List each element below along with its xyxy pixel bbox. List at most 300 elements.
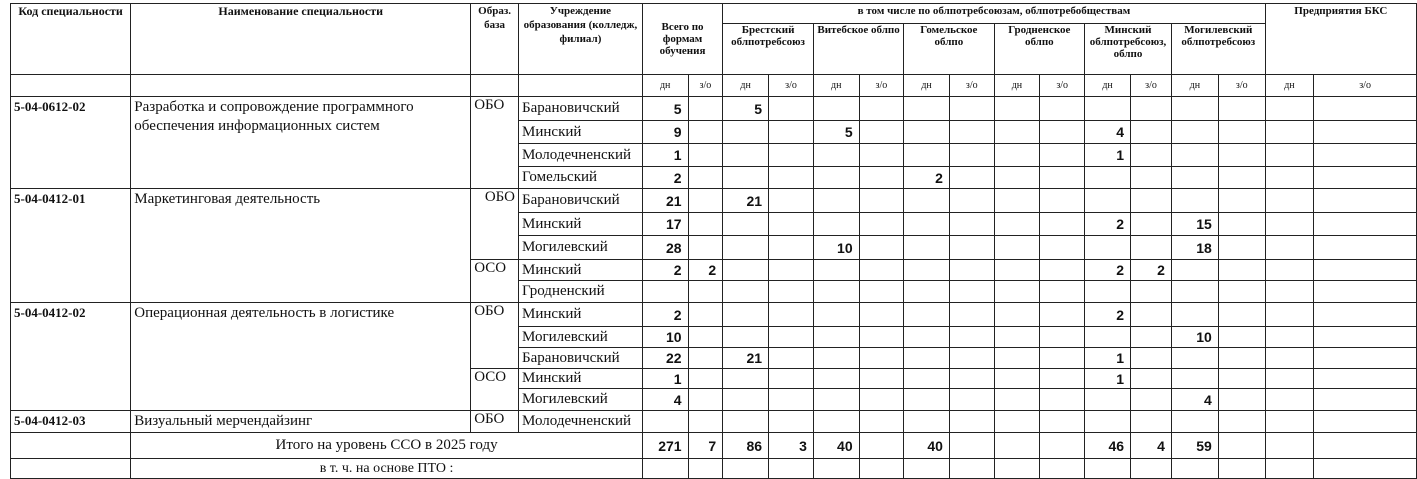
dn-label: дн bbox=[723, 75, 769, 97]
total-zo-cell: 7 bbox=[688, 433, 723, 459]
mogilev-dn-cell bbox=[1171, 189, 1218, 213]
gomel-dn-cell bbox=[904, 389, 950, 411]
grodno-dn-cell bbox=[994, 327, 1040, 348]
total-dn-cell: 271 bbox=[642, 433, 688, 459]
brest-zo-cell bbox=[769, 348, 814, 369]
zo-label: з/о bbox=[1218, 75, 1265, 97]
minsk-zo-cell bbox=[1131, 281, 1172, 303]
bks-dn-cell bbox=[1265, 327, 1314, 348]
header-mogilev: Могилевский облпотребсоюз bbox=[1171, 24, 1265, 75]
total-dn-cell: 5 bbox=[642, 97, 688, 121]
specialty-name: Маркетинговая деятельность bbox=[131, 189, 471, 303]
minsk-zo-cell bbox=[1131, 144, 1172, 167]
gomel-dn-cell bbox=[904, 213, 950, 236]
vitebsk-zo-cell bbox=[859, 144, 904, 167]
mogilev-zo-cell bbox=[1218, 327, 1265, 348]
total-zo-cell bbox=[688, 281, 723, 303]
grodno-dn-cell bbox=[994, 303, 1040, 327]
vitebsk-dn-cell bbox=[813, 213, 859, 236]
institution-cell: Гомельский bbox=[519, 167, 643, 189]
vitebsk-dn-cell bbox=[813, 459, 859, 479]
brest-dn-cell bbox=[723, 459, 769, 479]
mogilev-zo-cell bbox=[1218, 303, 1265, 327]
minsk-dn-cell bbox=[1085, 97, 1131, 121]
header-minsk: Минский облпотребсоюз, облпо bbox=[1085, 24, 1172, 75]
header-name: Наименование специальности bbox=[131, 4, 471, 75]
gomel-dn-cell bbox=[904, 236, 950, 260]
total-zo-cell bbox=[688, 97, 723, 121]
minsk-dn-cell bbox=[1085, 327, 1131, 348]
grodno-zo-cell bbox=[1040, 189, 1085, 213]
bks-dn-cell bbox=[1265, 303, 1314, 327]
brest-zo-cell bbox=[769, 260, 814, 281]
specialty-code: 5-04-0612-02 bbox=[11, 97, 131, 189]
bks-zo-cell bbox=[1314, 348, 1417, 369]
total-zo-cell: 2 bbox=[688, 260, 723, 281]
header-bks: Предприятия БКС bbox=[1265, 4, 1416, 75]
total-dn-cell: 2 bbox=[642, 167, 688, 189]
subtotal-row bbox=[11, 459, 1417, 479]
total-zo-cell bbox=[688, 369, 723, 389]
bks-dn-cell bbox=[1265, 189, 1314, 213]
grodno-zo-cell bbox=[1040, 281, 1085, 303]
brest-dn-cell bbox=[723, 369, 769, 389]
bks-dn-cell bbox=[1265, 369, 1314, 389]
grodno-zo-cell bbox=[1040, 303, 1085, 327]
header-grodno: Гродненское облпо bbox=[994, 24, 1084, 75]
vitebsk-dn-cell: 10 bbox=[813, 236, 859, 260]
vitebsk-dn-cell bbox=[813, 144, 859, 167]
mogilev-zo-cell bbox=[1218, 213, 1265, 236]
grodno-dn-cell bbox=[994, 236, 1040, 260]
bks-zo-cell bbox=[1314, 411, 1417, 433]
zo-label: з/о bbox=[949, 75, 994, 97]
total-zo-cell bbox=[688, 411, 723, 433]
minsk-dn-cell: 1 bbox=[1085, 144, 1131, 167]
grodno-zo-cell bbox=[1040, 348, 1085, 369]
total-dn-cell: 17 bbox=[642, 213, 688, 236]
brest-dn-cell: 21 bbox=[723, 348, 769, 369]
zo-label: з/о bbox=[1314, 75, 1417, 97]
minsk-zo-cell bbox=[1131, 411, 1172, 433]
vitebsk-zo-cell bbox=[859, 167, 904, 189]
institution-cell: Могилевский bbox=[519, 236, 643, 260]
zo-label: з/о bbox=[688, 75, 723, 97]
brest-zo-cell bbox=[769, 167, 814, 189]
gomel-zo-cell bbox=[949, 213, 994, 236]
total-zo-cell bbox=[688, 167, 723, 189]
minsk-dn-cell bbox=[1085, 389, 1131, 411]
brest-zo-cell bbox=[769, 189, 814, 213]
total-dn-cell bbox=[642, 281, 688, 303]
grodno-zo-cell bbox=[1040, 459, 1085, 479]
specialty-plan-table bbox=[10, 3, 1417, 479]
gomel-dn-cell bbox=[904, 189, 950, 213]
minsk-dn-cell: 1 bbox=[1085, 369, 1131, 389]
bks-dn-cell bbox=[1265, 167, 1314, 189]
edu-base: ОБО bbox=[471, 97, 519, 189]
vitebsk-dn-cell bbox=[813, 281, 859, 303]
bks-zo-cell bbox=[1314, 213, 1417, 236]
bks-dn-cell bbox=[1265, 281, 1314, 303]
brest-zo-cell bbox=[769, 389, 814, 411]
zo-label: з/о bbox=[1131, 75, 1172, 97]
institution-cell: Могилевский bbox=[519, 389, 643, 411]
mogilev-zo-cell bbox=[1218, 281, 1265, 303]
brest-dn-cell bbox=[723, 281, 769, 303]
zo-label: з/о bbox=[1040, 75, 1085, 97]
grodno-dn-cell bbox=[994, 433, 1040, 459]
grodno-zo-cell bbox=[1040, 433, 1085, 459]
mogilev-dn-cell bbox=[1171, 459, 1218, 479]
total-zo-cell bbox=[688, 327, 723, 348]
header-code: Код специальности bbox=[11, 4, 131, 75]
gomel-zo-cell bbox=[949, 281, 994, 303]
mogilev-zo-cell bbox=[1218, 97, 1265, 121]
edu-base: ОСО bbox=[471, 260, 519, 303]
gomel-zo-cell bbox=[949, 189, 994, 213]
grodno-zo-cell bbox=[1040, 236, 1085, 260]
minsk-zo-cell bbox=[1131, 97, 1172, 121]
grodno-zo-cell bbox=[1040, 260, 1085, 281]
institution-cell: Минский bbox=[519, 369, 643, 389]
brest-dn-cell bbox=[723, 167, 769, 189]
gomel-zo-cell bbox=[949, 411, 994, 433]
minsk-dn-cell: 2 bbox=[1085, 260, 1131, 281]
zo-label: з/о bbox=[859, 75, 904, 97]
vitebsk-zo-cell bbox=[859, 281, 904, 303]
bks-dn-cell bbox=[1265, 433, 1314, 459]
grodno-zo-cell bbox=[1040, 97, 1085, 121]
vitebsk-zo-cell bbox=[859, 97, 904, 121]
total-zo-cell bbox=[688, 121, 723, 144]
dn-label: дн bbox=[642, 75, 688, 97]
minsk-zo-cell bbox=[1131, 189, 1172, 213]
header-including: в том числе по облпотребсоюзам, облпотребобществам bbox=[723, 4, 1265, 24]
institution-cell: Барановичский bbox=[519, 97, 643, 121]
total-dn-cell: 1 bbox=[642, 144, 688, 167]
brest-dn-cell bbox=[723, 121, 769, 144]
gomel-zo-cell bbox=[949, 144, 994, 167]
bks-zo-cell bbox=[1314, 433, 1417, 459]
bks-dn-cell bbox=[1265, 97, 1314, 121]
gomel-zo-cell bbox=[949, 303, 994, 327]
gomel-dn-cell: 2 bbox=[904, 167, 950, 189]
bks-zo-cell bbox=[1314, 389, 1417, 411]
institution-cell: Барановичский bbox=[519, 348, 643, 369]
minsk-dn-cell: 1 bbox=[1085, 348, 1131, 369]
mogilev-dn-cell bbox=[1171, 348, 1218, 369]
mogilev-dn-cell bbox=[1171, 121, 1218, 144]
mogilev-dn-cell: 18 bbox=[1171, 236, 1218, 260]
total-dn-cell: 2 bbox=[642, 303, 688, 327]
minsk-dn-cell: 46 bbox=[1085, 433, 1131, 459]
grodno-dn-cell bbox=[994, 167, 1040, 189]
vitebsk-zo-cell bbox=[859, 411, 904, 433]
brest-zo-cell bbox=[769, 411, 814, 433]
total-dn-cell: 9 bbox=[642, 121, 688, 144]
bks-dn-cell bbox=[1265, 213, 1314, 236]
minsk-zo-cell bbox=[1131, 303, 1172, 327]
mogilev-zo-cell bbox=[1218, 167, 1265, 189]
mogilev-dn-cell bbox=[1171, 97, 1218, 121]
brest-dn-cell bbox=[723, 213, 769, 236]
grodno-zo-cell bbox=[1040, 144, 1085, 167]
grodno-dn-cell bbox=[994, 389, 1040, 411]
bks-zo-cell bbox=[1314, 327, 1417, 348]
total-label: Итого на уровень ССО в 2025 году bbox=[131, 433, 643, 459]
institution-cell: Минский bbox=[519, 213, 643, 236]
total-dn-cell: 4 bbox=[642, 389, 688, 411]
gomel-dn-cell bbox=[904, 144, 950, 167]
grodno-dn-cell bbox=[994, 281, 1040, 303]
bks-zo-cell bbox=[1314, 303, 1417, 327]
mogilev-dn-cell bbox=[1171, 167, 1218, 189]
mogilev-dn-cell bbox=[1171, 281, 1218, 303]
grodno-zo-cell bbox=[1040, 213, 1085, 236]
minsk-dn-cell bbox=[1085, 189, 1131, 213]
gomel-dn-cell bbox=[904, 303, 950, 327]
zo-label: з/о bbox=[769, 75, 814, 97]
brest-zo-cell bbox=[769, 459, 814, 479]
bks-zo-cell bbox=[1314, 189, 1417, 213]
bks-zo-cell bbox=[1314, 369, 1417, 389]
gomel-zo-cell bbox=[949, 167, 994, 189]
minsk-dn-cell bbox=[1085, 236, 1131, 260]
bks-dn-cell bbox=[1265, 411, 1314, 433]
brest-zo-cell bbox=[769, 303, 814, 327]
vitebsk-zo-cell bbox=[859, 389, 904, 411]
mogilev-zo-cell bbox=[1218, 348, 1265, 369]
vitebsk-zo-cell bbox=[859, 121, 904, 144]
minsk-dn-cell: 4 bbox=[1085, 121, 1131, 144]
total-dn-cell: 21 bbox=[642, 189, 688, 213]
total-zo-cell bbox=[688, 389, 723, 411]
mogilev-dn-cell: 59 bbox=[1171, 433, 1218, 459]
mogilev-zo-cell bbox=[1218, 369, 1265, 389]
brest-zo-cell bbox=[769, 121, 814, 144]
mogilev-dn-cell bbox=[1171, 260, 1218, 281]
dn-label: дн bbox=[1085, 75, 1131, 97]
brest-zo-cell bbox=[769, 281, 814, 303]
brest-dn-cell bbox=[723, 260, 769, 281]
minsk-zo-cell bbox=[1131, 327, 1172, 348]
mogilev-dn-cell: 10 bbox=[1171, 327, 1218, 348]
gomel-zo-cell bbox=[949, 97, 994, 121]
mogilev-dn-cell: 4 bbox=[1171, 389, 1218, 411]
brest-dn-cell bbox=[723, 236, 769, 260]
brest-zo-cell: 3 bbox=[769, 433, 814, 459]
table-row bbox=[11, 97, 1417, 121]
dn-label: дн bbox=[1171, 75, 1218, 97]
gomel-dn-cell bbox=[904, 97, 950, 121]
bks-zo-cell bbox=[1314, 459, 1417, 479]
brest-dn-cell bbox=[723, 144, 769, 167]
minsk-zo-cell bbox=[1131, 369, 1172, 389]
grodno-zo-cell bbox=[1040, 167, 1085, 189]
grodno-dn-cell bbox=[994, 97, 1040, 121]
bks-dn-cell bbox=[1265, 348, 1314, 369]
gomel-zo-cell bbox=[949, 348, 994, 369]
gomel-dn-cell bbox=[904, 281, 950, 303]
gomel-dn-cell bbox=[904, 260, 950, 281]
minsk-zo-cell: 2 bbox=[1131, 260, 1172, 281]
header-vitebsk: Витебское облпо bbox=[813, 24, 903, 75]
gomel-dn-cell bbox=[904, 369, 950, 389]
table-row bbox=[11, 411, 1417, 433]
gomel-zo-cell bbox=[949, 327, 994, 348]
vitebsk-dn-cell: 40 bbox=[813, 433, 859, 459]
gomel-zo-cell bbox=[949, 433, 994, 459]
institution-cell: Гродненский bbox=[519, 281, 643, 303]
minsk-dn-cell bbox=[1085, 411, 1131, 433]
brest-zo-cell bbox=[769, 236, 814, 260]
minsk-zo-cell bbox=[1131, 121, 1172, 144]
minsk-zo-cell bbox=[1131, 213, 1172, 236]
grodno-dn-cell bbox=[994, 144, 1040, 167]
bks-zo-cell bbox=[1314, 167, 1417, 189]
mogilev-dn-cell bbox=[1171, 369, 1218, 389]
vitebsk-zo-cell bbox=[859, 348, 904, 369]
minsk-dn-cell bbox=[1085, 459, 1131, 479]
vitebsk-zo-cell bbox=[859, 260, 904, 281]
bks-zo-cell bbox=[1314, 281, 1417, 303]
total-dn-cell: 1 bbox=[642, 369, 688, 389]
vitebsk-zo-cell bbox=[859, 459, 904, 479]
minsk-zo-cell bbox=[1131, 236, 1172, 260]
brest-zo-cell bbox=[769, 97, 814, 121]
vitebsk-dn-cell bbox=[813, 327, 859, 348]
table-body bbox=[11, 97, 1417, 479]
grodno-zo-cell bbox=[1040, 411, 1085, 433]
subtotal-label: в т. ч. на основе ПТО : bbox=[131, 459, 643, 479]
vitebsk-zo-cell bbox=[859, 433, 904, 459]
mogilev-zo-cell bbox=[1218, 144, 1265, 167]
bks-dn-cell bbox=[1265, 260, 1314, 281]
mogilev-dn-cell bbox=[1171, 303, 1218, 327]
minsk-zo-cell bbox=[1131, 167, 1172, 189]
gomel-dn-cell bbox=[904, 121, 950, 144]
brest-dn-cell bbox=[723, 389, 769, 411]
vitebsk-dn-cell: 5 bbox=[813, 121, 859, 144]
brest-zo-cell bbox=[769, 327, 814, 348]
brest-dn-cell bbox=[723, 327, 769, 348]
mogilev-zo-cell bbox=[1218, 433, 1265, 459]
total-zo-cell bbox=[688, 144, 723, 167]
vitebsk-dn-cell bbox=[813, 389, 859, 411]
grodno-zo-cell bbox=[1040, 369, 1085, 389]
header-brest: Брестский облпотребсоюз bbox=[723, 24, 814, 75]
grodno-dn-cell bbox=[994, 411, 1040, 433]
edu-base: ОБО bbox=[471, 189, 519, 260]
header-total-forms: Всего по формам обучения bbox=[642, 4, 722, 75]
gomel-zo-cell bbox=[949, 369, 994, 389]
brest-zo-cell bbox=[769, 213, 814, 236]
specialty-name: Визуальный мерчендайзинг bbox=[131, 411, 471, 433]
header-base: Образ. база bbox=[471, 4, 519, 75]
mogilev-zo-cell bbox=[1218, 121, 1265, 144]
brest-dn-cell bbox=[723, 411, 769, 433]
grodno-zo-cell bbox=[1040, 327, 1085, 348]
gomel-zo-cell bbox=[949, 121, 994, 144]
grodno-dn-cell bbox=[994, 369, 1040, 389]
bks-dn-cell bbox=[1265, 144, 1314, 167]
vitebsk-zo-cell bbox=[859, 213, 904, 236]
edu-base: ОБО bbox=[471, 411, 519, 433]
total-zo-cell bbox=[688, 348, 723, 369]
minsk-zo-cell: 4 bbox=[1131, 433, 1172, 459]
minsk-zo-cell bbox=[1131, 389, 1172, 411]
total-dn-cell: 22 bbox=[642, 348, 688, 369]
specialty-name: Разработка и сопровождение программного обеспечения информационных систем bbox=[131, 97, 471, 189]
institution-cell: Барановичский bbox=[519, 189, 643, 213]
minsk-zo-cell bbox=[1131, 459, 1172, 479]
dn-label: дн bbox=[813, 75, 859, 97]
minsk-dn-cell bbox=[1085, 281, 1131, 303]
institution-cell: Минский bbox=[519, 121, 643, 144]
institution-cell: Минский bbox=[519, 260, 643, 281]
vitebsk-dn-cell bbox=[813, 303, 859, 327]
minsk-dn-cell bbox=[1085, 167, 1131, 189]
specialty-code: 5-04-0412-01 bbox=[11, 189, 131, 303]
vitebsk-zo-cell bbox=[859, 369, 904, 389]
grodno-dn-cell bbox=[994, 260, 1040, 281]
total-zo-cell bbox=[688, 459, 723, 479]
vitebsk-zo-cell bbox=[859, 189, 904, 213]
vitebsk-zo-cell bbox=[859, 303, 904, 327]
gomel-dn-cell bbox=[904, 411, 950, 433]
grodno-zo-cell bbox=[1040, 389, 1085, 411]
gomel-dn-cell: 40 bbox=[904, 433, 950, 459]
gomel-dn-cell bbox=[904, 327, 950, 348]
gomel-zo-cell bbox=[949, 389, 994, 411]
grodno-zo-cell bbox=[1040, 121, 1085, 144]
dn-label: дн bbox=[1265, 75, 1314, 97]
mogilev-zo-cell bbox=[1218, 411, 1265, 433]
specialty-code: 5-04-0412-03 bbox=[11, 411, 131, 433]
table-row bbox=[11, 303, 1417, 327]
total-zo-cell bbox=[688, 236, 723, 260]
bks-zo-cell bbox=[1314, 260, 1417, 281]
mogilev-dn-cell bbox=[1171, 144, 1218, 167]
vitebsk-dn-cell bbox=[813, 411, 859, 433]
brest-dn-cell bbox=[723, 303, 769, 327]
dn-label: дн bbox=[904, 75, 950, 97]
vitebsk-dn-cell bbox=[813, 369, 859, 389]
total-dn-cell bbox=[642, 411, 688, 433]
vitebsk-zo-cell bbox=[859, 236, 904, 260]
mogilev-zo-cell bbox=[1218, 459, 1265, 479]
gomel-zo-cell bbox=[949, 260, 994, 281]
institution-cell: Молодечненский bbox=[519, 144, 643, 167]
grodno-dn-cell bbox=[994, 348, 1040, 369]
vitebsk-dn-cell bbox=[813, 167, 859, 189]
vitebsk-dn-cell bbox=[813, 260, 859, 281]
specialty-name: Операционная деятельность в логистике bbox=[131, 303, 471, 411]
total-dn-cell: 28 bbox=[642, 236, 688, 260]
mogilev-zo-cell bbox=[1218, 389, 1265, 411]
vitebsk-zo-cell bbox=[859, 327, 904, 348]
gomel-dn-cell bbox=[904, 348, 950, 369]
table-row bbox=[11, 189, 1417, 213]
vitebsk-dn-cell bbox=[813, 189, 859, 213]
bks-dn-cell bbox=[1265, 236, 1314, 260]
total-dn-cell bbox=[642, 459, 688, 479]
specialty-code: 5-04-0412-02 bbox=[11, 303, 131, 411]
vitebsk-dn-cell bbox=[813, 97, 859, 121]
mogilev-dn-cell: 15 bbox=[1171, 213, 1218, 236]
institution-cell: Молодечненский bbox=[519, 411, 643, 433]
